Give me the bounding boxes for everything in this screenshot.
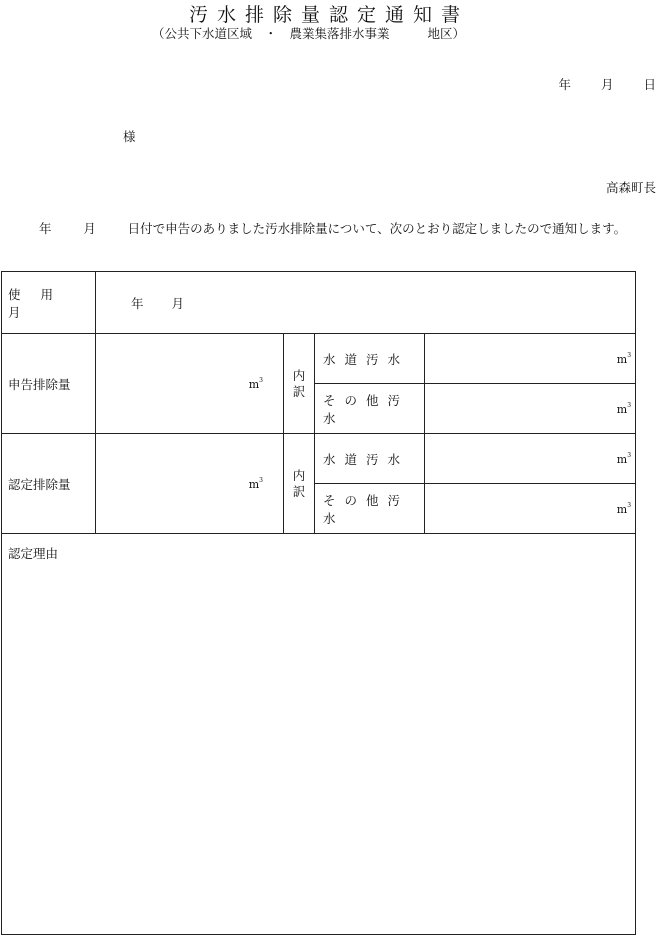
usage-year: 年 — [131, 295, 144, 311]
usage-month: 月 — [171, 295, 185, 311]
certified-amount-label: 認定排除量 — [2, 434, 96, 534]
date-month: 月 — [600, 77, 614, 92]
discharge-table — [1, 271, 636, 935]
certified-unit: $m^3$ — [248, 477, 263, 491]
body-text: 日付で申告のありました汚水排除量について、次のとおり認定しましたので通知します。 — [127, 221, 627, 236]
certified-water-field[interactable] — [425, 434, 636, 484]
recipient-honorific: 様 — [123, 129, 136, 144]
body-month: 月 — [83, 221, 96, 236]
declared-other-unit: $m^3$ — [616, 402, 632, 416]
declared-unit: $m^3$ — [248, 377, 263, 391]
declared-other-label: その他汚水 — [315, 384, 425, 434]
declared-amount-field[interactable] — [96, 334, 284, 434]
document-title: 汚水排除量認定通知書 — [188, 4, 469, 26]
usage-month-row — [2, 272, 636, 334]
certified-row-1 — [2, 434, 636, 484]
declared-other-field[interactable] — [425, 384, 636, 434]
subtitle-area-types: （公共下水道区域 ・ 農業集落排水事業 — [152, 26, 390, 41]
certified-water-label: 水道汚水 — [315, 434, 425, 484]
date-year: 年 — [558, 77, 571, 92]
document-subtitle — [152, 24, 465, 42]
date-line — [532, 75, 656, 93]
declared-water-unit: $m^3$ — [616, 352, 632, 366]
declared-amount-label: 申告排除量 — [2, 334, 96, 434]
certified-amount-field[interactable] — [96, 434, 284, 534]
certified-other-label: その他汚水 — [315, 484, 425, 534]
declared-water-label: 水道汚水 — [315, 334, 425, 384]
reason-label: 認定理由 — [8, 546, 59, 561]
issuer-name: 高森町長 — [605, 180, 656, 195]
usage-month-label: 使用月 — [2, 272, 96, 334]
date-day: 日 — [643, 77, 656, 92]
certified-other-unit: $m^3$ — [616, 502, 632, 516]
declared-row-1 — [2, 334, 636, 384]
body-year: 年 — [39, 221, 52, 236]
body-paragraph — [3, 219, 658, 238]
certified-breakdown-label: 内訳 — [284, 434, 315, 534]
certified-water-unit: $m^3$ — [616, 452, 632, 466]
certified-other-field[interactable] — [425, 484, 636, 534]
reason-row — [2, 534, 636, 935]
declared-water-field[interactable] — [425, 334, 636, 384]
usage-month-value — [96, 272, 636, 334]
reason-field[interactable] — [2, 534, 636, 935]
subtitle-district: 地区） — [427, 26, 466, 41]
declared-breakdown-label: 内訳 — [284, 334, 315, 434]
